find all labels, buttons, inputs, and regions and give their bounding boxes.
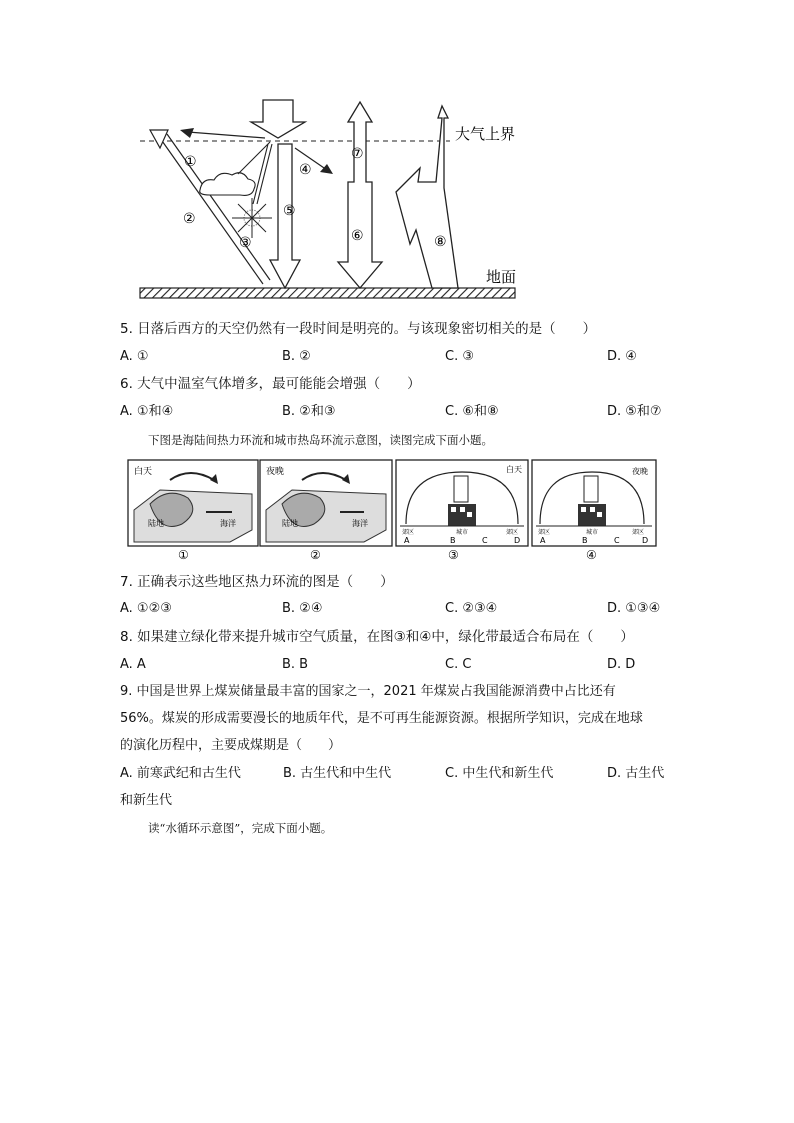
q8-option-b[interactable]: B. B	[282, 657, 309, 672]
q5-option-c[interactable]: C. ③	[445, 349, 474, 364]
q5-option-d[interactable]: D. ④	[607, 349, 637, 364]
svg-text:白天: 白天	[506, 465, 522, 474]
svg-text:B: B	[582, 536, 588, 545]
q7-option-c[interactable]: C. ②③④	[445, 601, 498, 616]
question-8-stem: 8. 如果建立绿化带来提升城市空气质量，在图③和④中，绿化带最适合布局在（ ）	[120, 629, 634, 645]
arrow-4	[320, 164, 333, 174]
svg-text:B: B	[450, 536, 456, 545]
svg-text:城市: 城市	[586, 529, 599, 536]
svg-text:郊区: 郊区	[402, 529, 415, 536]
q9-option-a[interactable]: A. 前寒武纪和古生代	[120, 766, 241, 781]
intro-water-cycle: 读“水循环示意图”，完成下面小题。	[148, 821, 333, 835]
svg-text:海洋: 海洋	[352, 519, 368, 528]
panel-2-sea-land-night	[260, 460, 392, 562]
panel-1-sea-land-day	[128, 460, 258, 562]
svg-text:①: ①	[178, 548, 189, 562]
cloud-icon	[200, 173, 255, 196]
svg-text:海洋: 海洋	[220, 519, 236, 528]
question-9-stem-2: 56%。煤炭的形成需要漫长的地质年代，是不可再生能源资源。根据所学知识，完成在地球	[120, 711, 643, 726]
arrow-2-label: ②	[183, 211, 196, 227]
svg-text:C: C	[482, 536, 488, 545]
svg-text:夜晚: 夜晚	[266, 467, 285, 477]
svg-text:④: ④	[586, 548, 597, 562]
arrow-4-label: ④	[299, 162, 312, 178]
q6-option-b[interactable]: B. ②和③	[282, 404, 336, 419]
question-9-stem-3: 的演化历程中，主要成煤期是（ ）	[120, 738, 342, 753]
q9-option-d[interactable]: D. 古生代	[607, 766, 665, 781]
q7-option-a[interactable]: A. ①②③	[120, 601, 172, 616]
q9-option-c[interactable]: C. 中生代和新生代	[445, 766, 554, 781]
intro-circulation: 下图是海陆间热力环流和城市热岛环流示意图，读图完成下面小题。	[148, 433, 493, 447]
ground-label: 地面	[486, 268, 517, 286]
question-9-stem-1: 9. 中国是世界上煤炭储量最丰富的国家之一，2021 年煤炭占我国能源消费中占比还有	[120, 684, 616, 699]
arrow-5-label: ⑤	[283, 203, 296, 219]
arrow-6-7	[338, 102, 382, 288]
q9-option-d-cont: 和新生代	[120, 793, 173, 808]
question-5-stem: 5. 日落后西方的天空仍然有一段时间是明亮的。与该现象密切相关的是（ ）	[120, 321, 597, 337]
svg-text:郊区: 郊区	[506, 529, 519, 536]
q7-option-d[interactable]: D. ①③④	[607, 601, 661, 616]
circulation-diagrams	[120, 454, 660, 566]
radiation-diagram	[120, 92, 530, 304]
atmosphere-top-label: 大气上界	[455, 125, 516, 143]
q6-option-c[interactable]: C. ⑥和⑧	[445, 404, 499, 419]
svg-text:D: D	[514, 536, 521, 545]
arrow-6-label: ⑥	[351, 228, 364, 244]
q5-option-b[interactable]: B. ②	[282, 349, 311, 364]
svg-text:②: ②	[310, 548, 321, 562]
question-7-stem: 7. 正确表示这些地区热力环流的图是（ ）	[120, 574, 394, 590]
q8-option-d[interactable]: D. D	[607, 657, 636, 672]
arrow-8-label: ⑧	[434, 234, 447, 250]
svg-text:D: D	[642, 536, 649, 545]
svg-text:白天: 白天	[134, 467, 153, 477]
q9-option-b[interactable]: B. 古生代和中生代	[283, 766, 392, 781]
svg-text:C: C	[614, 536, 620, 545]
svg-text:郊区: 郊区	[538, 529, 551, 536]
svg-text:郊区: 郊区	[632, 529, 645, 536]
question-6-stem: 6. 大气中温室气体增多，最可能能会增强（ ）	[120, 376, 421, 392]
arrow-1	[180, 128, 194, 138]
ground-surface	[140, 288, 515, 298]
arrow-3-label: ③	[239, 235, 252, 251]
svg-text:陆地: 陆地	[148, 519, 164, 528]
q5-option-a[interactable]: A. ①	[120, 349, 149, 364]
svg-text:③: ③	[448, 548, 459, 562]
arrow-1-label: ①	[184, 154, 197, 170]
q6-option-a[interactable]: A. ①和④	[120, 404, 174, 419]
solar-radiation-arrow	[251, 100, 305, 138]
svg-text:城市: 城市	[456, 529, 469, 536]
panel-3-heat-island-day	[396, 460, 528, 562]
panel-4-heat-island-night	[532, 460, 656, 562]
scatter-arrows	[232, 198, 272, 238]
q8-option-a[interactable]: A. A	[120, 657, 146, 672]
svg-text:陆地: 陆地	[282, 519, 298, 528]
q6-option-d[interactable]: D. ⑤和⑦	[607, 404, 662, 419]
q8-option-c[interactable]: C. C	[445, 657, 472, 672]
svg-text:A: A	[404, 536, 410, 545]
q7-option-b[interactable]: B. ②④	[282, 601, 323, 616]
svg-text:夜晚: 夜晚	[632, 467, 648, 476]
arrow-7-label: ⑦	[351, 146, 364, 162]
svg-text:A: A	[540, 536, 546, 545]
arrow-8	[396, 106, 458, 288]
